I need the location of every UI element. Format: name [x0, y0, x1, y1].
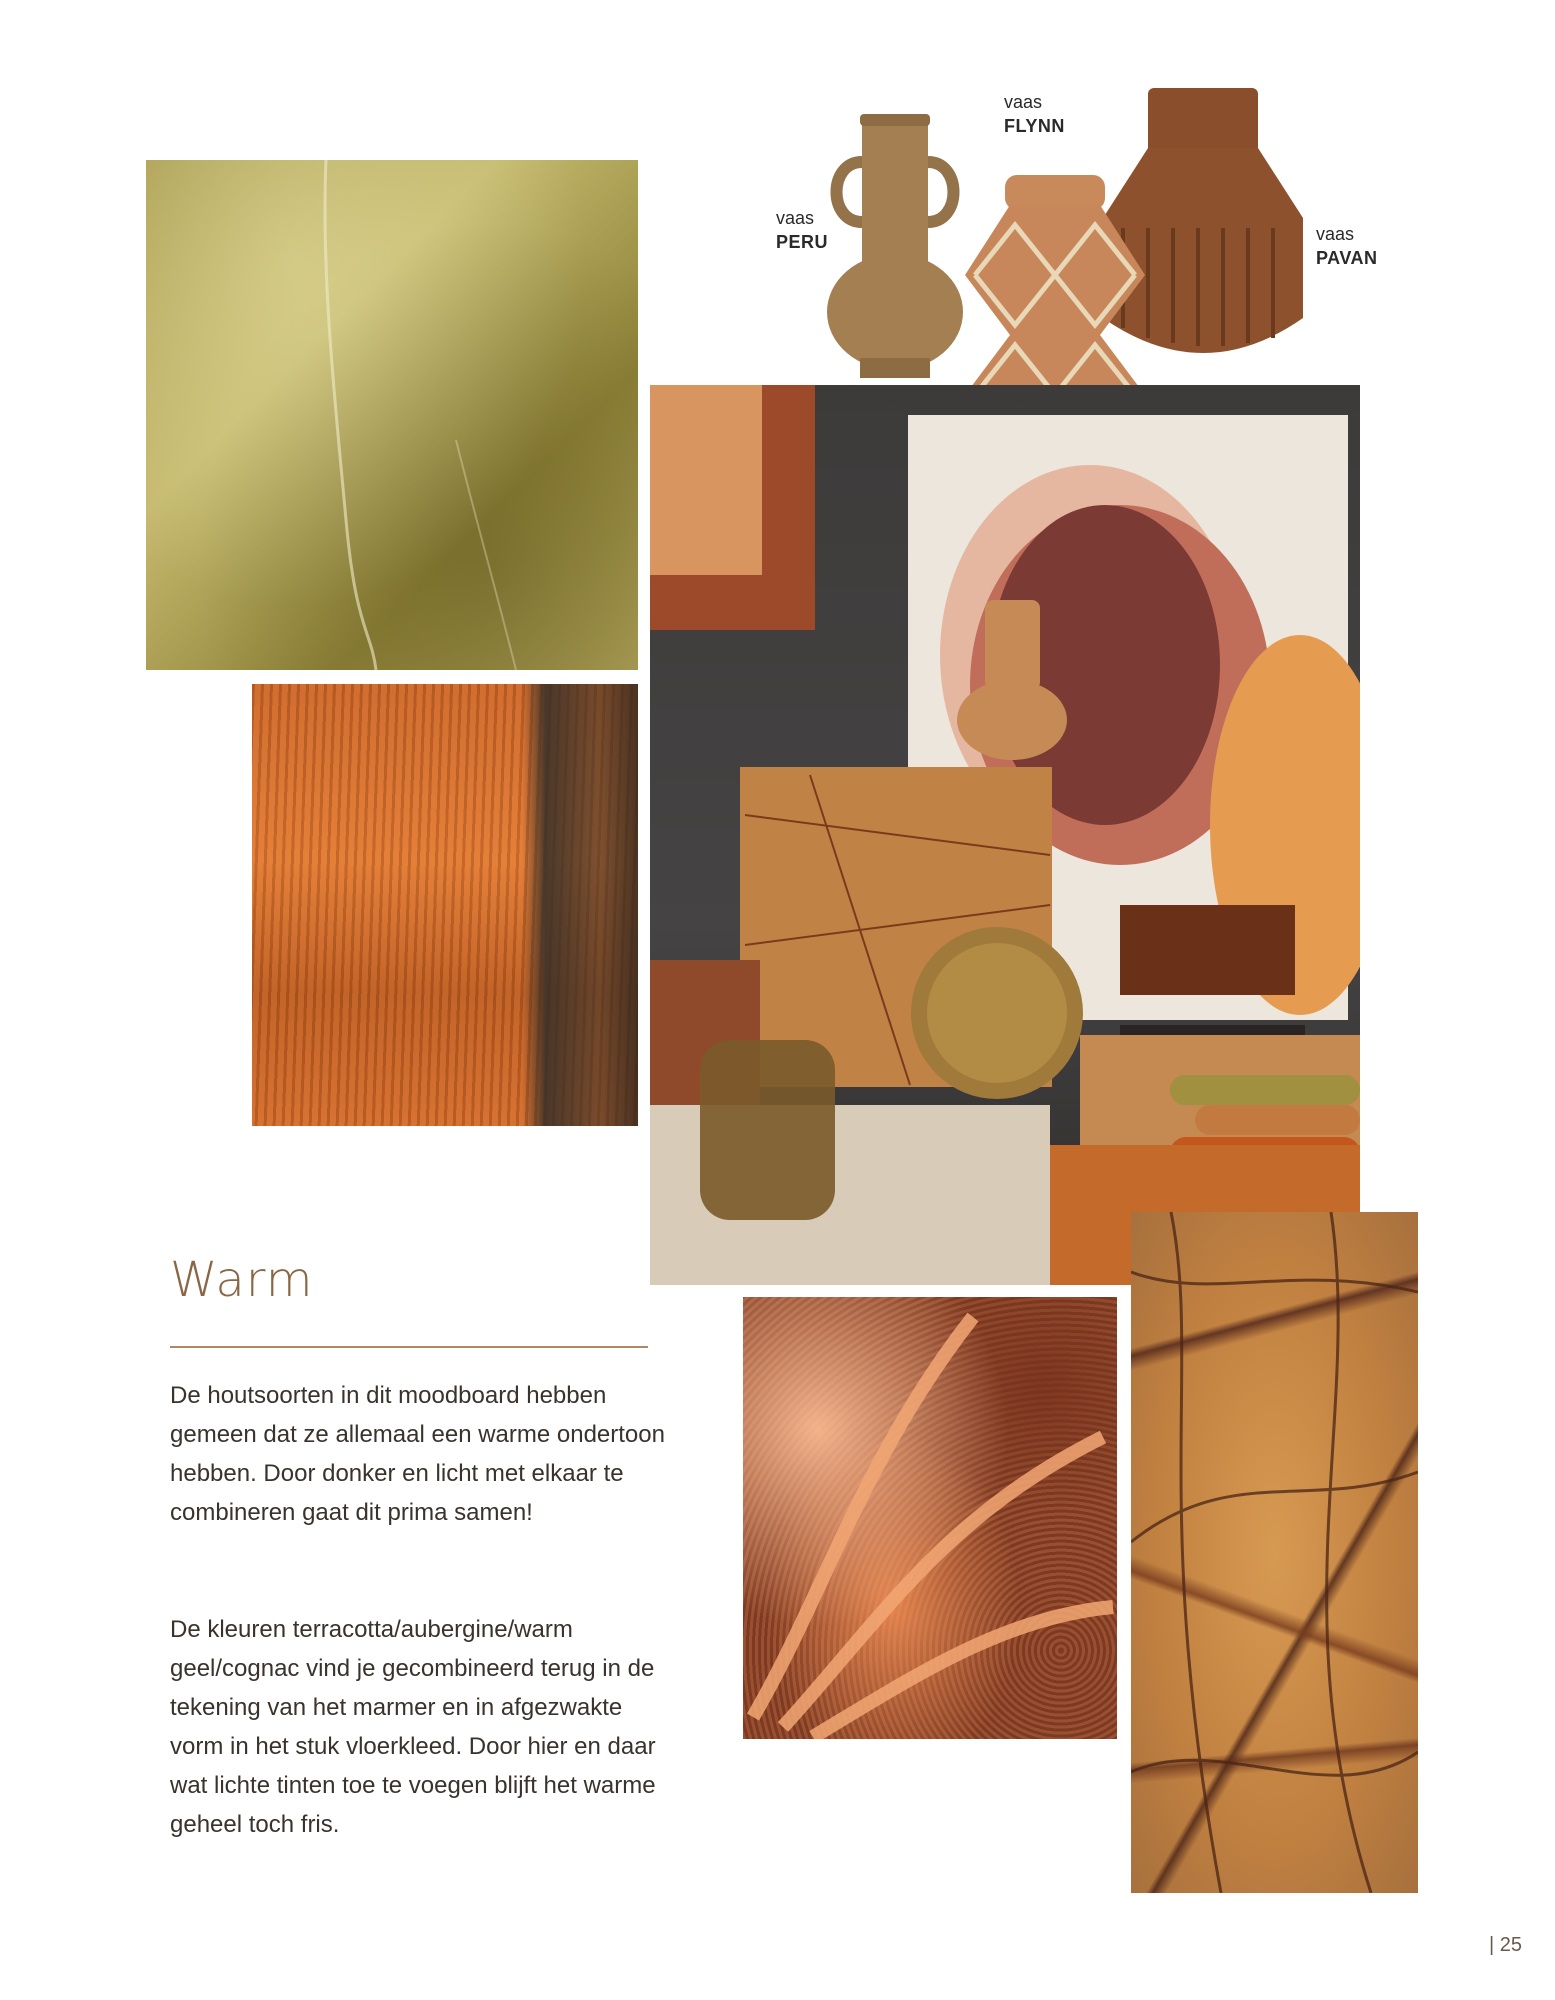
- vase-prefix: vaas: [1316, 224, 1355, 244]
- vase-prefix: vaas: [1004, 92, 1043, 112]
- vase-name: PAVAN: [1316, 248, 1378, 268]
- page-number: | 25: [1489, 1934, 1522, 1956]
- vase-name: FLYNN: [1004, 116, 1065, 136]
- moodboard-illustration: [650, 385, 1360, 1285]
- vase-name: PERU: [776, 232, 829, 252]
- marble-photo: [1131, 1212, 1418, 1893]
- moodboard-photo: [650, 385, 1360, 1285]
- wood-texture-photo: [252, 684, 638, 1126]
- vase-label-peru: [776, 206, 828, 254]
- gold-texture-crack: [146, 160, 638, 670]
- vase-label-pavan: [1316, 222, 1378, 270]
- vase-prefix: vaas: [776, 208, 815, 228]
- vase-label-flynn: [1004, 90, 1065, 138]
- feathers-photo: [743, 1297, 1117, 1739]
- vase-peru-image: [820, 112, 970, 382]
- paragraph-2: De kleuren terracotta/aubergine/warm geel/cognac vind je gecombineerd terug in de tekening van het marmer en in afgezwakte vorm in het stuk vloerkleed. Door hier en daar wat lichte tinten toe te voegen blijft het warme geheel toch fris.: [170, 1616, 656, 1838]
- paragraph-1: De houtsoorten in dit moodboard hebben gemeen dat ze allemaal een warme ondertoon hebben. Door donker en licht met elkaar te combineren gaat dit prima samen!: [170, 1382, 665, 1526]
- section-heading: Warm: [170, 1252, 314, 1308]
- gold-texture-photo: [146, 160, 638, 670]
- heading-divider: [170, 1346, 648, 1348]
